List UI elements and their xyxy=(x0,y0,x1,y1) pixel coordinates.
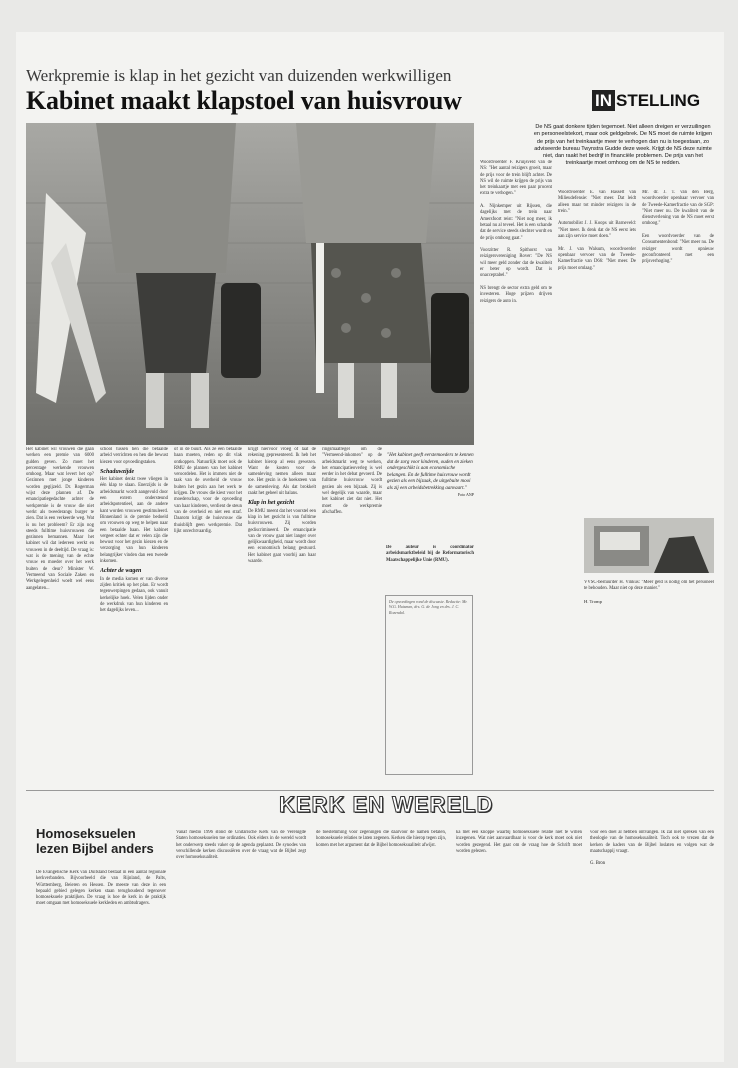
kerk-article-title: Homoseksuelen lezen Bijbel anders xyxy=(36,826,154,856)
instelling-logo: IN STELLING xyxy=(592,90,714,112)
stelling-signature: H. Tromp xyxy=(584,598,602,604)
stelling-column-4: VVSC-bestuurder H. Vinkus: "Meer geld is nodig om het personeel te behouden. Maar niet op deze manier." H. Tromp xyxy=(584,580,714,604)
kerk-signature: G. Bron xyxy=(590,861,606,867)
kerk-column-3: de toestemming voor zegeningen die daarvoor de namen betalen, homoseksuele relaties te laten zegenen. Kerken die hierop tegen zijn, komen met het argument dat de Bijbel homoseksualiteit afwijst. xyxy=(316,830,446,848)
article-column-5: ringsmaatregel om de "Vermeend-inkomen" op de arbeidsmarkt weg te werken, het emancipatieoverleg is wel eerder in het debat gevoerd. De fulltime huisvrouw wordt gezien als een bijzaak. Zij is wel degelijk van waarde, maar het kabinet ziet dat niet. Het moet de werkpremie afschaffen. xyxy=(322,447,382,515)
section-divider xyxy=(26,790,714,791)
editorial-box: De opvoedingen rond de discussie. Redactie: Mr. W.G. Huisman, drs. G. de Jong en drs. J. C. Rozendal. xyxy=(385,595,473,775)
subhead-achter-de-wagen: Achter de wagen xyxy=(100,568,142,575)
ticket-machine-photo xyxy=(584,518,714,573)
kerk-column-1: De Evangelische Kerk van Duitsland bestaat in een aantal regionale kerkverbanden. Bijvoorbeeld die van Rijnland, de Palts, Württemberg, Beieren en Hessen. De meeste van deze in een bepaald gebied gelegen kerken staan terughoudend tegenover homoseksuele praktijken. De vraag is hoe de kerk in de praktijk moet omgaan met homoseksuele kerkleden en ambtsdragers. xyxy=(36,870,166,907)
article-column-2: school tussen hen die betaalde arbeid verrichten en hen die bewust kiezen voor opvoedingstaken. Schaduwzijde Het kabinet denkt twee vliegen in één klap te slaan. Enerzijds is de arbeidsmarkt wordt aangevuld door een extern ondersteund arbeidspotentieel, aan de andere kant worden vrouwen gestimuleerd. Binnenland is de premie bedoeld om vrouwen op weg te helpen naar een betaalde baan. Het kabinet vergeet echter dat er velen zijn die bewust voor het gezin kiezen en de verzorging van hun kinderen belangrijker vinden dan een tweede inkomen. Achter de wagen In de media komen er van diverse zijden kritiek op het plan. Er wordt tegenwerpingen gedaan, ook vanuit kerkelijke hoek. Velen lijden onder de werkdruk van hun kinderen en het dagelijks leven... xyxy=(100,447,168,614)
kerk-en-wereld-logo: KERK EN WERELD xyxy=(279,792,494,817)
author-note: De auteur is coördinator arbeidsmarktbeleid bij de Reformatorisch Maatschappelijke Unie (RMU). xyxy=(386,545,474,563)
article-photo xyxy=(26,123,474,445)
kerk-column-2: Vanaf medio 1996 stond de Unitarische Kerk van de Verenigde Staten homoseksuelen toe ordinaties. Ook elders in de wereld wordt het onderwerp steeds vaker op de agenda geplaatst. De synodes van verschillende kerken discussiëren over de vraag wat de Bijbel zegt over homoseksualiteit. xyxy=(176,830,306,861)
pull-quote: "Het kabinet geeft eerstemoeders te kennen dat de zorg voor kinderen, ouden en zieken ondergeschikt is aan economische belangen. En de fulltime huisvrouw wordt gezien als een bijzaak, de uitgebuite mooi als zij een arbeidsbetrekking aanvaart." Foto ANP xyxy=(387,453,474,497)
article-column-3: of in de buurt. Als ze een betaalde baan moeten, reden op dit vlak ontkoppen. Natuurlijk moet ook de RMU de plannen van het kabinet veroordelen. Het is immers niet de taak van de overheid de vrouw buiten het gezin aan het werk te krijgen. De vrouw die kiest voor het moederschap, voor de opvoeding van haar kinderen, verdient de steun van de overheid en niet een straf. Daarom krijgt de huisvrouw die thuisblijft geen werkpremie. Dat lijkt onrechtvaardig. xyxy=(174,447,242,534)
women-walking-photo xyxy=(26,123,474,445)
article-column-1: Het kabinet wil vrouwen die gaan werken een premie van 6000 gulden geven. Zo moet het percentage werkende vrouwen omhoog. Maar wat levert het op? Gezinnen met jonge kinderen worden gegijzeld. Dr. Rogerman wijst deze plannen af. De emancipatiegedachte achter de werkpremie is de vrouw die niet werkt als tweederangs burger te zien. Dat is een verkeerde weg. Wat is nu het probleem? Er zijn nog steeds fulltime huisvrouwen die gezinnen bemannen. Maar het kabinet wil dat iedereen werkt en vrouwen in de deeltijd. De vraag is: wat is de mening van de echte vrouw en moeder over het werk buiten de deur? Minister W. Vermeend van Sociale Zaken en Werkgelegenheid woelt wel eens aangelaten... xyxy=(26,447,94,591)
kerk-column-5: voor een doel al hebben ontvangen. Ik zal niet spreken van een theologie van de homoseksualiteit. Toch ook te vrezen dat de kerken de kaders van de Bijbel loslaten en volgen wat de maatschappij vraagt. G. Bron xyxy=(590,830,714,867)
kerk-column-4: ka met een knoppe waarbij homoseksuele relatie niet te willen inzegenen. Wat niet aanvaardbaar is voor de kerk moet ook niet worden gezegend. Het gaat om de vraag hoe de Schrift moet worden gelezen. xyxy=(456,830,582,854)
stelling-column-3: Mr. dr. J. T. van den Berg, woordvoerder openbaar vervoer van de Tweede-Kamerfractie van de SGP: "Niet meer nu. De kwaliteit van de dienstverlening van de NS moet eerst omhoog." Een woordvoerder van de Consumentenbond: "Niet meer nu. De reiziger wordt opnieuw geconfronteerd met een prijsverhoging." xyxy=(642,190,714,265)
stelling-column-1: Woordvoerder F. Kruijsveld van de NS: "Het aantal reizigers groeit, maar de prijs voor de trein blijft achter. De NS wil de ruimte krijgen de prijs van het treinkaartje met een paar procent extra te verhogen." A. Nijnkemper uit Rijssen, die dagelijks met de trein naar Amersfoort reist: "Niet nog meer, ik betaal nu al teveel. Het is een schande dat de service steeds slechter wordt en de prijs omhoog gaat." Voorzitter R. Spithorst van reizigersvereniging Rover: "De NS wil meer geld zonder dat de kwaliteit er beter op wordt. Dat is onacceptabel." NS brengt de sector extra geld om te investeren. Hoge prijzen drijven reizigers de auto in. xyxy=(480,160,552,304)
stelling-column-2: Woordvoerder E. van Hasselt van Milieudefensie: "Niet meer. Dat leidt alleen maar tot minder reizigers in de trein." Automobilist J. J. Koops uit Barneveld: "Niet meer. Ik denk dat de NS eerst iets aan zijn service moet doen." Mr. J. van Walsum, woordvoerder openbaar vervoer van de Tweede-Kamerfractie van D66: "Niet meer. De prijs moet omlaag." xyxy=(558,190,636,271)
article-kicker: Werkpremie is klap in het gezicht van duizenden werkwilligen xyxy=(26,66,452,85)
subhead-schaduwzijde: Schaduwzijde xyxy=(100,468,135,475)
quote-credit: Foto ANP xyxy=(457,492,474,497)
subhead-klap-in-het-gezicht: Klap in het gezicht xyxy=(248,500,295,507)
article-column-4: krijgt hiervoor vroeg of laat de rekening gepresenteerd. Ik heb het kabinet hierop al eens gewezen. Want de kosten voor de samenleving nemen alleen maar toe. Het gezin is de hoeksteen van de samenleving. Als dat brokkelt raakt het geheel uit balans. Klap in het gezicht De RMU meent dat het voorstel een klap in het gezicht is van fulltime huisvrouwen. Zij worden gediscrimineerd. De emancipatie van de vrouw gaat niet langer over gelijkwaardigheid, maar wordt door een economisch belang gestuurd. Het kabinet gaat voorbij aan haar waarde. xyxy=(248,447,316,565)
stelling-intro: De NS gaat donkere tijden tegemoet. Niet alleen dreigen er verzuilingen en personeelstekort, maar ook geldgebrek. De NS moet de ruimte krijgen de prijs van het treinkaartje meer te verhogen dan nu is toegestaan, zo adviseerde bureau Twynstra Gudde deze week. Krijgt de NS deze ruimte niet, dan raakt het bedrijf in financiële problemen. De prijs van het treinkaartje moet omhoog om de NS te redden. xyxy=(533,124,713,167)
stelling-photo xyxy=(584,518,714,573)
article-headline: Kabinet maakt klapstoel van huisvrouw xyxy=(26,86,462,115)
